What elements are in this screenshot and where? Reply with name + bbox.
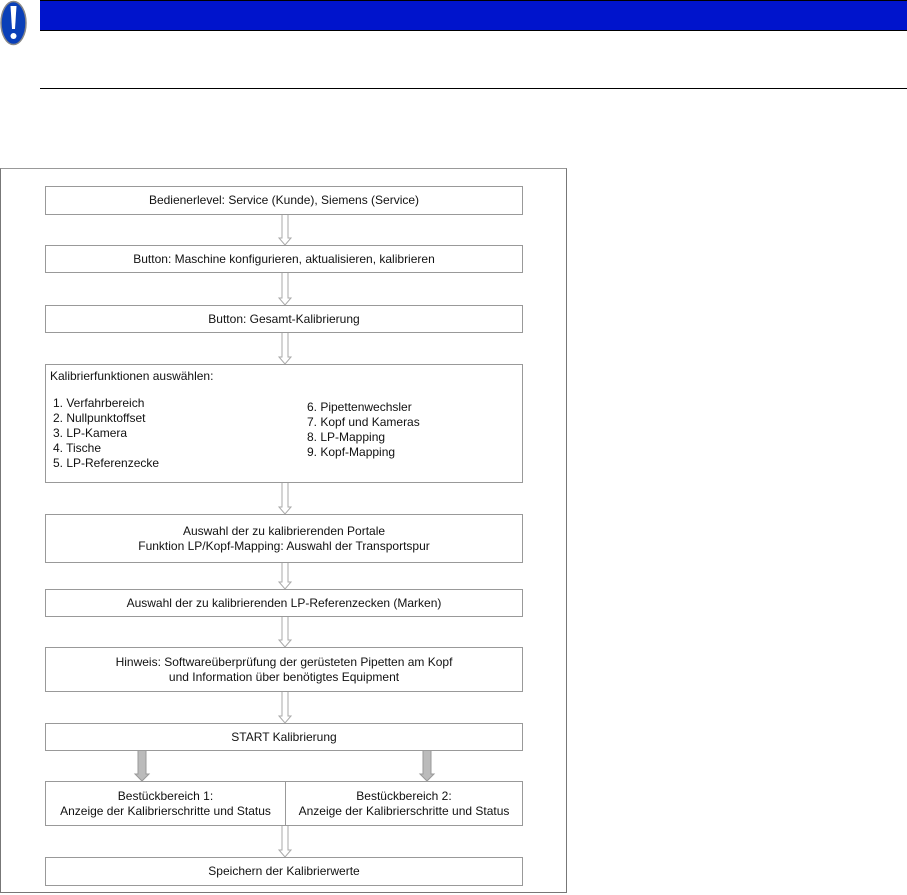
step-save-values bbox=[45, 857, 523, 886]
arrow-icon bbox=[279, 215, 291, 245]
step-select-portals bbox=[45, 514, 523, 563]
list-item: 8. LP-Mapping bbox=[307, 430, 386, 444]
step-text: Funktion LP/Kopf-Mapping: Auswahl der Transportspur bbox=[138, 538, 430, 553]
list-item: 3. LP-Kamera bbox=[53, 426, 128, 440]
list-item: 5. LP-Referenzecke bbox=[53, 456, 160, 470]
step-select-functions bbox=[45, 364, 523, 483]
step-placement-area-1 bbox=[45, 781, 286, 826]
step-text: START Kalibrierung bbox=[231, 729, 337, 744]
list-item: 6. Pipettenwechsler bbox=[307, 400, 412, 414]
arrow-icon bbox=[420, 751, 434, 781]
arrow-icon bbox=[279, 333, 291, 364]
arrow-icon bbox=[279, 692, 291, 723]
step-placement-area-2 bbox=[285, 781, 523, 826]
step-text: Anzeige der Kalibrierschritte und Status bbox=[60, 803, 271, 818]
step-text: Bestückbereich 1: bbox=[117, 788, 214, 803]
arrow-icon bbox=[135, 751, 149, 781]
arrow-icon bbox=[279, 563, 291, 589]
step-select-reference-corners bbox=[45, 589, 523, 617]
step-text: Button: Gesamt-Kalibrierung bbox=[208, 311, 360, 326]
arrow-icon bbox=[279, 483, 291, 514]
list-item: 1. Verfahrbereich bbox=[53, 396, 145, 410]
arrow-icon bbox=[279, 273, 291, 305]
step-text: Auswahl der zu kalibrierenden Portale bbox=[182, 523, 386, 538]
step-text: Anzeige der Kalibrierschritte und Status bbox=[298, 803, 510, 818]
list-item: 7. Kopf und Kameras bbox=[307, 415, 420, 429]
arrow-icon bbox=[279, 826, 291, 857]
step-text: und Information über benötigtes Equipment bbox=[168, 669, 400, 684]
step-text: Auswahl der zu kalibrierenden LP-Referenzecken (Marken) bbox=[126, 595, 442, 610]
step-configure-button bbox=[45, 245, 523, 273]
step-operator-level bbox=[45, 186, 523, 215]
step-text: Bedienerlevel: Service (Kunde), Siemens (Service) bbox=[148, 193, 420, 207]
function-list-right bbox=[307, 400, 420, 460]
step-text: Speichern der Kalibrierwerte bbox=[208, 864, 360, 878]
step-start-calibration bbox=[45, 723, 523, 751]
function-list-left bbox=[53, 396, 159, 471]
step-text: Hinweis: Softwareüberprüfung der gerüsteten Pipetten am Kopf bbox=[115, 654, 453, 669]
step-text: Bestückbereich 2: bbox=[356, 788, 452, 803]
step-total-calibration bbox=[45, 305, 523, 333]
step-title: Kalibrierfunktionen auswählen: bbox=[50, 369, 214, 383]
list-item: 2. Nullpunktoffset bbox=[53, 411, 146, 425]
step-text: Button: Maschine konfigurieren, aktualisieren, kalibrieren bbox=[133, 251, 435, 266]
arrow-icon bbox=[279, 617, 291, 647]
step-software-check bbox=[45, 647, 523, 692]
list-item: 9. Kopf-Mapping bbox=[307, 445, 396, 459]
list-item: 4. Tische bbox=[53, 441, 102, 455]
